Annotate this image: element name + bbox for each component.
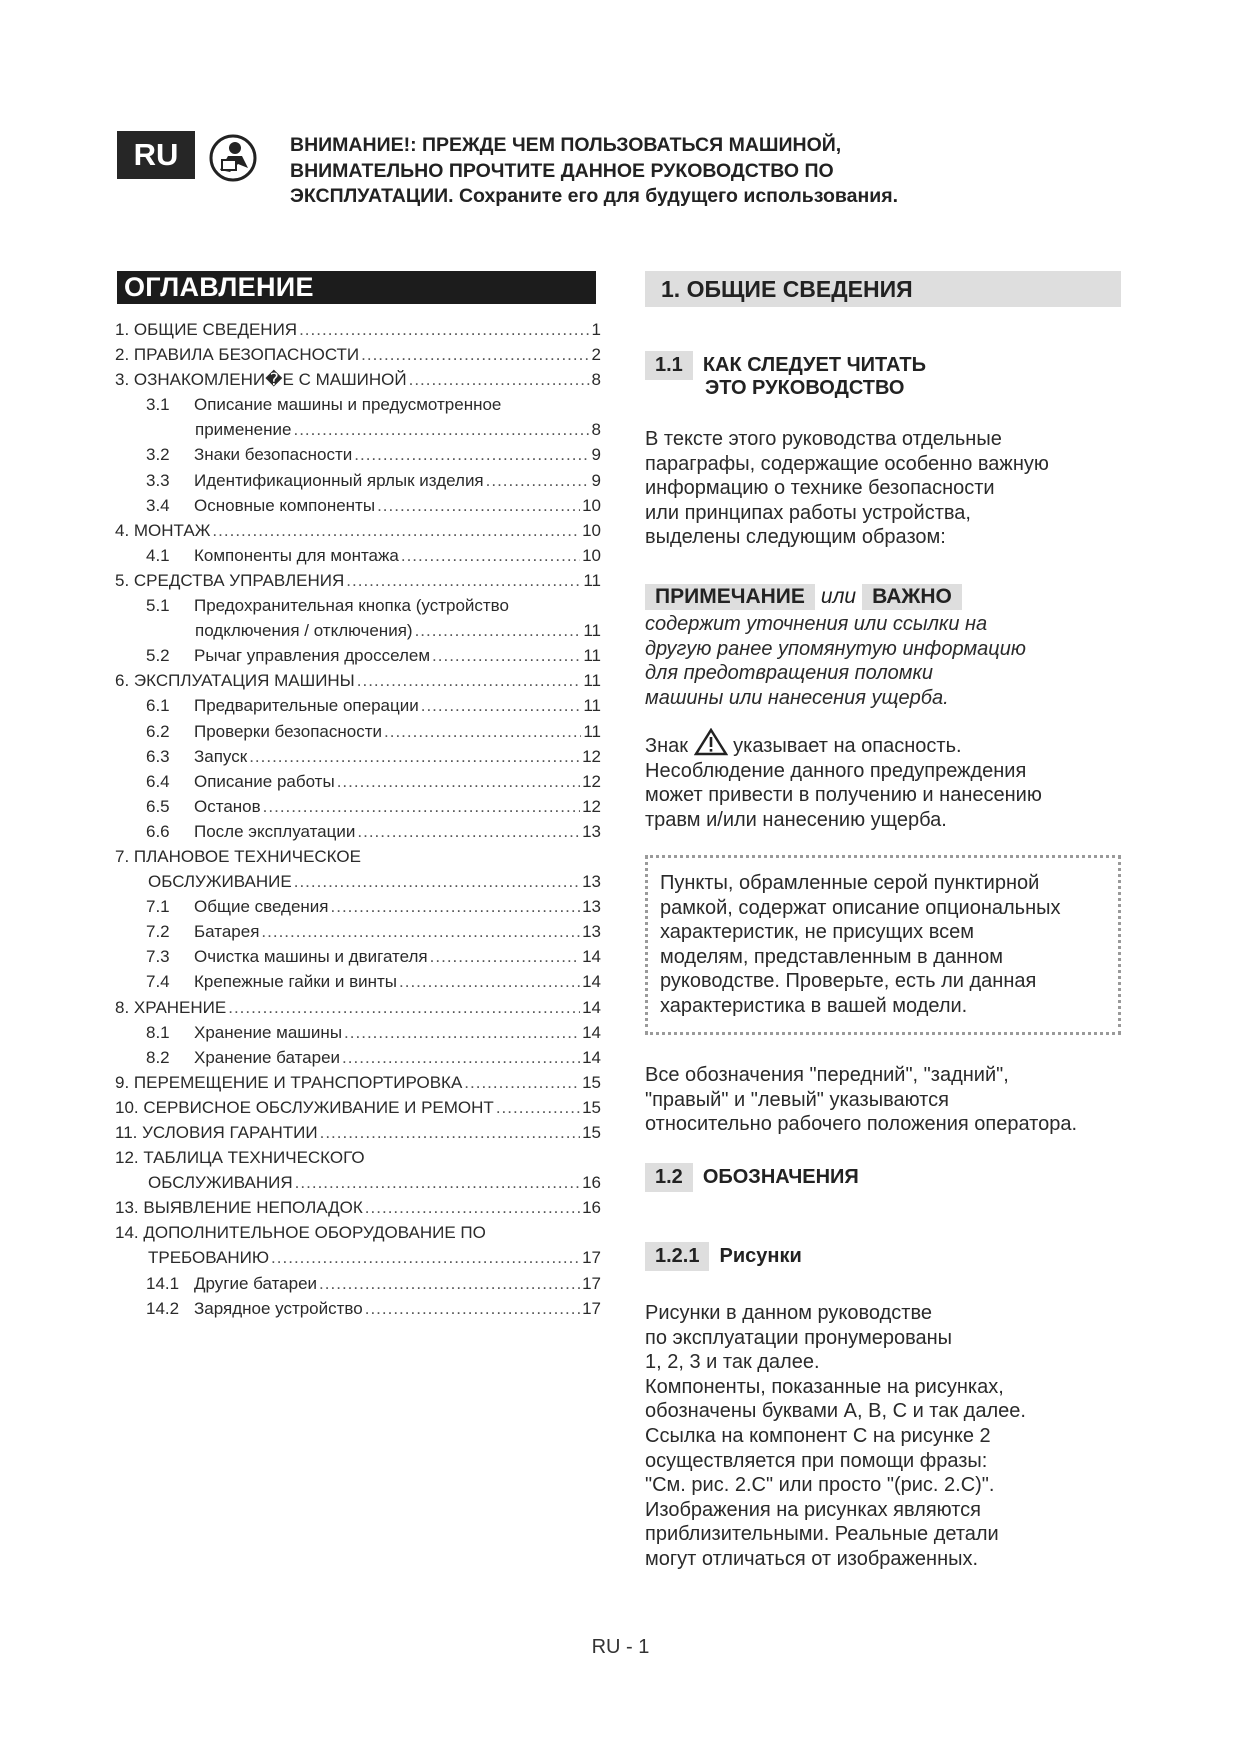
- toc-dot-leader: [331, 897, 581, 917]
- toc-dot-leader: [228, 998, 580, 1018]
- toc-entry-label: 9. ПЕРЕМЕЩЕНИЕ И ТРАНСПОРТИРОВКА: [115, 1072, 463, 1092]
- toc-entry: [115, 722, 601, 747]
- text-line: относительно рабочего положения оператора.: [645, 1113, 1078, 1136]
- toc-entry: [115, 345, 601, 370]
- toc-dot-leader: [409, 370, 590, 390]
- toc-entry-label: [146, 646, 430, 666]
- figures-paragraph: [645, 1301, 1026, 1572]
- toc-dot-leader: [486, 471, 590, 491]
- toc-entry-label: [146, 596, 509, 616]
- toc-entry-label: ОБСЛУЖИВАНИЯ: [148, 1173, 293, 1193]
- text-line: Ссылка на компонент C на рисунке 2: [645, 1424, 991, 1447]
- toc-dot-leader: [212, 521, 580, 541]
- toc-entry-label: [146, 496, 375, 516]
- toc-entry-label: 14. ДОПОЛНИТЕЛЬНОЕ ОБОРУДОВАНИЕ ПО: [115, 1223, 486, 1243]
- toc-entry: [115, 671, 601, 696]
- toc-entry-text: Батарея: [194, 922, 260, 942]
- toc-page-number: 14: [582, 972, 601, 992]
- toc-dot-leader: [346, 571, 581, 591]
- toc-page-number: 16: [582, 1198, 601, 1218]
- toc-page-number: 11: [583, 671, 601, 691]
- toc-entry-number: 6.6: [146, 821, 170, 841]
- toc-entry: [115, 1198, 601, 1223]
- toc-entry: [115, 420, 601, 445]
- toc-entry-text: Рычаг управления дросселем: [194, 646, 431, 666]
- toc-entry-text: Хранение батареи: [194, 1047, 341, 1067]
- text-line: может привести в получению и нанесению: [645, 784, 1042, 807]
- toc-entry: [115, 546, 601, 571]
- toc-dot-leader: [293, 420, 589, 440]
- toc-entry-label: [146, 922, 259, 942]
- text-line: параграфы, содержащие особенно важную: [645, 452, 1049, 475]
- danger-text-b: указывает на опасность.: [733, 735, 962, 757]
- danger-text-a: Знак: [645, 735, 688, 757]
- toc-page-number: 11: [583, 621, 601, 641]
- toc-entry-number: 3.2: [146, 445, 170, 465]
- subsection-title: Рисунки: [719, 1245, 802, 1267]
- toc-entry: [115, 696, 601, 721]
- toc-entry-text: Проверки безопасности: [194, 721, 383, 741]
- toc-entry: [115, 1274, 601, 1299]
- toc-dot-leader: [271, 1248, 580, 1268]
- toc-entry-text: Предохранительная кнопка (устройство: [194, 596, 509, 616]
- text-line: В тексте этого руководства отдельные: [645, 428, 1002, 450]
- toc-entry-text: Запуск: [194, 746, 248, 766]
- text-line: Компоненты, показанные на рисунках,: [645, 1375, 1004, 1398]
- danger-paragraph: [645, 728, 1042, 832]
- toc-dot-leader: [249, 747, 580, 767]
- text-line: могут отличаться от изображенных.: [645, 1547, 979, 1570]
- toc-entry-label: ТРЕБОВАНИЮ: [148, 1248, 270, 1268]
- toc-entry-number: 6.4: [146, 771, 170, 791]
- toc-entry-label: 5. СРЕДСТВА УПРАВЛЕНИЯ: [115, 570, 345, 590]
- toc-entry: [115, 521, 601, 546]
- toc-entry: [115, 1223, 601, 1248]
- toc-entry-number: 6.2: [146, 721, 170, 741]
- toc-entry: [115, 847, 601, 872]
- text-line: характеристик, не присущих всем: [660, 921, 974, 944]
- text-line: травм и/или нанесению ущерба.: [645, 808, 947, 831]
- section-1-title: 1. ОБЩИЕ СВЕДЕНИЯ: [645, 271, 1121, 307]
- toc-entry-number: 7.4: [146, 972, 170, 992]
- toc-entry-text: Хранение машины: [194, 1022, 343, 1042]
- toc-entry-number: 6.5: [146, 796, 170, 816]
- toc-entry: [115, 922, 601, 947]
- toc-entry-label: 3. ОЗНАКОМЛЕНИ�Е С МАШИНОЙ: [115, 370, 407, 390]
- toc-entry-text: Основные компоненты: [194, 495, 376, 515]
- toc-entry-label: 12. ТАБЛИЦА ТЕХНИЧЕСКОГО: [115, 1148, 365, 1168]
- toc-page-number: 17: [582, 1273, 601, 1293]
- toc-entry: [115, 596, 601, 621]
- text-line: руководстве. Проверьте, есть ли данная: [660, 970, 1037, 993]
- toc-entry: [115, 646, 601, 671]
- toc-page-number: 14: [582, 1047, 601, 1067]
- toc-entry-text: Очистка машины и двигателя: [194, 947, 428, 967]
- toc-page-number: 9: [591, 445, 601, 465]
- toc-page-number: 15: [582, 1123, 601, 1142]
- toc-page-number: 17: [582, 1248, 601, 1268]
- text-line: другую ранее упомянутую информацию: [645, 637, 1026, 660]
- optional-features-text: [660, 871, 1061, 1019]
- toc-entry-label: 1. ОБЩИЕ СВЕДЕНИЯ: [115, 320, 298, 339]
- text-line: моделям, представленным в данном: [660, 945, 1003, 968]
- toc-entry: [115, 1098, 601, 1123]
- toc-entry: [115, 395, 601, 420]
- toc-entry: [115, 1299, 601, 1324]
- toc-entry: [115, 822, 601, 847]
- toc-dot-leader: [344, 1023, 580, 1043]
- text-line: Несоблюдение данного предупреждения: [645, 759, 1027, 782]
- toc-entry-text: Крепежные гайки и винты: [194, 972, 398, 992]
- text-line: приблизительными. Реальные детали: [645, 1523, 999, 1546]
- toc-entry: [115, 1123, 601, 1148]
- toc-page-number: 12: [582, 796, 601, 816]
- toc-page-number: 10: [582, 520, 601, 540]
- toc-entry-label: [146, 897, 329, 917]
- toc-entry: [115, 370, 601, 395]
- toc-dot-leader: [401, 546, 580, 566]
- toc-entry-number: 7.1: [146, 897, 170, 917]
- toc-dot-leader: [365, 1198, 580, 1218]
- text-line: выделены следующим образом:: [645, 526, 946, 549]
- toc-entry-label: [146, 395, 501, 415]
- toc-entry-text: Другие батареи: [194, 1273, 318, 1293]
- toc-entry-number: 7.3: [146, 947, 170, 967]
- toc-entry-label: ОБСЛУЖИВАНИЕ: [148, 872, 292, 892]
- text-line: [645, 728, 1042, 759]
- toc-entry: [115, 445, 601, 470]
- toc-entry-label: [146, 972, 397, 992]
- toc-entry: [115, 471, 601, 496]
- intro-paragraph: [645, 427, 1049, 550]
- toc-entry-text: Знаки безопасности: [194, 445, 353, 465]
- toc-dot-leader: [320, 1123, 580, 1143]
- text-line: для предотвращения поломки: [645, 662, 934, 685]
- text-line: "См. рис. 2.C" или просто "(рис. 2.C)".: [645, 1474, 995, 1497]
- toc-entry: [115, 972, 601, 997]
- toc-page-number: 15: [582, 1072, 601, 1092]
- toc-entry-number: 7.2: [146, 922, 170, 942]
- toc-entry-number: 4.1: [146, 545, 170, 565]
- toc-dot-leader: [365, 1299, 580, 1319]
- toc-title: ОГЛАВЛЕНИЕ: [117, 271, 596, 304]
- language-badge: RU: [117, 131, 195, 179]
- read-manual-icon: [208, 134, 258, 182]
- text-line: рамкой, содержат описание опциональных: [660, 896, 1061, 919]
- subsection-1-1-heading: [645, 351, 926, 380]
- text-line: осуществляется при помощи фразы:: [645, 1449, 988, 1472]
- toc-entry-number: 5.1: [146, 596, 170, 616]
- toc-entry: [115, 772, 601, 797]
- toc-entry-text: Общие сведения: [194, 897, 329, 917]
- toc-entry: [115, 571, 601, 596]
- toc-dot-leader: [357, 671, 582, 691]
- toc-dot-leader: [354, 445, 589, 465]
- text-line: Рисунки в данном руководстве: [645, 1302, 932, 1324]
- toc-page-number: 10: [582, 545, 601, 565]
- toc-dot-leader: [294, 872, 580, 892]
- toc-entry-label: [146, 822, 355, 842]
- toc-entry-label: 13. ВЫЯВЛЕНИЕ НЕПОЛАДОК: [115, 1198, 363, 1218]
- toc-dot-leader: [496, 1098, 580, 1118]
- toc-entry-text: Предварительные операции: [194, 696, 419, 716]
- toc-entry: [115, 1173, 601, 1198]
- toc-entry-text: Останов: [194, 796, 261, 816]
- text-line: машины или нанесения ущерба.: [645, 686, 949, 709]
- subsection-number: 1.2: [645, 1163, 693, 1192]
- toc-dot-leader: [299, 320, 589, 340]
- toc-dot-leader: [421, 696, 582, 716]
- text-line: информацию о технике безопасности: [645, 477, 995, 500]
- toc-entry-label: [146, 722, 382, 742]
- toc-entry-label: [146, 546, 399, 566]
- text-line: Пункты, обрамленные серой пунктирной: [660, 872, 1040, 894]
- page-number: RU - 1: [591, 1636, 650, 1658]
- toc-dot-leader: [430, 947, 580, 967]
- toc-dot-leader: [295, 1173, 580, 1193]
- note-labels: [645, 584, 962, 610]
- toc-entry-number: 8.1: [146, 1022, 170, 1042]
- toc-page-number: 2: [591, 345, 601, 365]
- toc-entry: [115, 1248, 601, 1273]
- toc-page-number: 13: [582, 922, 601, 942]
- text-line: обозначены буквами A, B, C и так далее.: [645, 1400, 1026, 1423]
- toc-entry: [115, 1023, 601, 1048]
- toc-entry-label: 10. СЕРВИСНОЕ ОБСЛУЖИВАНИЕ И РЕМОНТ: [115, 1097, 494, 1117]
- toc-entry: [115, 496, 601, 521]
- safety-warning: [290, 133, 1050, 210]
- toc-entry-number: 8.2: [146, 1047, 170, 1067]
- toc-entry-number: 6.3: [146, 746, 170, 766]
- toc-page-number: 14: [582, 947, 601, 967]
- toc-page-number: 14: [582, 1022, 601, 1042]
- subsection-title: ОБОЗНАЧЕНИЯ: [702, 1166, 859, 1188]
- toc-entry-label: [146, 747, 247, 767]
- subsection-number: 1.2.1: [645, 1242, 709, 1271]
- toc-entry-label: [146, 1048, 340, 1068]
- toc-entry-label: 11. УСЛОВИЯ ГАРАНТИИ: [115, 1123, 318, 1142]
- toc-entry: [115, 621, 601, 646]
- toc-entry-text: Зарядное устройство: [194, 1298, 363, 1318]
- toc-page-number: 11: [583, 721, 601, 741]
- toc-page-number: 12: [582, 771, 601, 791]
- text-line: характеристика в вашей модели.: [660, 994, 968, 1017]
- toc-entry-label: 8. ХРАНЕНИЕ: [115, 997, 227, 1017]
- warning-triangle-icon: [694, 728, 728, 756]
- toc-entry: [115, 947, 601, 972]
- toc-entry: [115, 897, 601, 922]
- subsection-title-line-2: ЭТО РУКОВОДСТВО: [705, 377, 905, 399]
- toc-dot-leader: [263, 797, 580, 817]
- toc-entry-label: [146, 947, 428, 967]
- toc-entry: [115, 747, 601, 772]
- toc-entry: [115, 1073, 601, 1098]
- toc-page-number: 11: [583, 570, 601, 590]
- toc-entry-text: Идентификационный ярлык изделия: [194, 470, 484, 490]
- toc-entry-label: подключения / отключения): [195, 621, 413, 641]
- toc-entry-number: 3.4: [146, 495, 170, 515]
- toc-page-number: 16: [582, 1173, 601, 1193]
- subsection-number: 1.1: [645, 351, 693, 380]
- toc-entry: [115, 797, 601, 822]
- toc-dot-leader: [377, 496, 580, 516]
- note-label: ПРИМЕЧАНИЕ: [645, 584, 815, 610]
- toc-entry-label: [146, 471, 484, 491]
- toc-page-number: 14: [582, 997, 601, 1017]
- toc-dot-leader: [464, 1073, 580, 1093]
- toc-entry-number: 14.1: [146, 1273, 180, 1293]
- toc-entry: [115, 1048, 601, 1073]
- toc-entry-label: 4. МОНТАЖ: [115, 520, 211, 540]
- toc-page-number: 12: [582, 746, 601, 766]
- toc-entry-text: Описание машины и предусмотренное: [194, 395, 502, 415]
- toc-entry-label: [146, 445, 352, 465]
- text-line: Изображения на рисунках являются: [645, 1498, 982, 1521]
- toc-entry-label: [146, 772, 335, 792]
- important-label: ВАЖНО: [862, 584, 962, 610]
- toc-entry-label: [146, 797, 261, 817]
- toc-dot-leader: [337, 772, 580, 792]
- toc-dot-leader: [361, 345, 589, 365]
- text-line: по эксплуатации пронумерованы: [645, 1326, 953, 1349]
- toc-page-number: 9: [591, 470, 601, 490]
- toc-entry: [115, 998, 601, 1023]
- toc-entry: [115, 320, 601, 345]
- toc-page-number: 13: [582, 872, 601, 892]
- toc-dot-leader: [432, 646, 581, 666]
- toc-dot-leader: [384, 722, 581, 742]
- subsection-title-line: КАК СЛЕДУЕТ ЧИТАТЬ: [702, 354, 927, 376]
- toc-page-number: 13: [582, 897, 601, 917]
- toc-page-number: 8: [591, 370, 601, 390]
- toc-page-number: 11: [583, 696, 601, 716]
- toc-entry-label: [146, 1299, 363, 1319]
- toc-page-number: 15: [582, 1097, 601, 1117]
- toc-page-number: 17: [582, 1298, 601, 1318]
- toc-entry-label: [146, 1274, 317, 1294]
- toc-entry: [115, 872, 601, 897]
- toc-entry-label: [146, 696, 419, 716]
- toc-page-number: 8: [591, 420, 601, 440]
- subsection-1-2-heading: [645, 1163, 859, 1192]
- table-of-contents: [115, 320, 601, 1324]
- warning-line: ВНИМАТЕЛЬНО ПРОЧТИТЕ ДАННОЕ РУКОВОДСТВО ПО: [290, 159, 834, 182]
- toc-page-number: 11: [583, 646, 601, 666]
- warning-line: ЭКСПЛУАТАЦИИ. Сохраните его для будущего использования.: [290, 185, 899, 207]
- toc-page-number: 13: [582, 821, 601, 841]
- toc-entry-label: 2. ПРАВИЛА БЕЗОПАСНОСТИ: [115, 345, 360, 365]
- toc-page-number: 1: [591, 320, 601, 339]
- toc-entry-number: 3.3: [146, 470, 170, 490]
- toc-entry-text: После эксплуатации: [194, 821, 356, 841]
- toc-entry-text: Описание работы: [194, 771, 335, 791]
- toc-entry-text: Компоненты для монтажа: [194, 545, 399, 565]
- text-line: содержит уточнения или ссылки на: [645, 613, 988, 635]
- toc-entry-number: 6.1: [146, 696, 170, 716]
- or-label: или: [820, 585, 857, 608]
- toc-dot-leader: [415, 621, 582, 641]
- toc-dot-leader: [319, 1274, 580, 1294]
- toc-entry-label: 6. ЭКСПЛУАТАЦИЯ МАШИНЫ: [115, 671, 355, 691]
- toc-entry-label: 7. ПЛАНОВОЕ ТЕХНИЧЕСКОЕ: [115, 846, 361, 866]
- text-line: 1, 2, 3 и так далее.: [645, 1351, 820, 1374]
- toc-entry-number: 5.2: [146, 646, 170, 666]
- subsection-1-2-1-heading: [645, 1242, 802, 1271]
- text-line: Все обозначения "передний", "задний",: [645, 1064, 1009, 1086]
- toc-entry-label: [146, 1023, 342, 1043]
- toc-entry: [115, 1148, 601, 1173]
- text-line: "правый" и "левый" указываются: [645, 1088, 949, 1111]
- toc-page-number: 10: [582, 495, 601, 515]
- note-description: [645, 612, 1026, 710]
- toc-entry-number: 3.1: [146, 395, 170, 415]
- toc-dot-leader: [399, 972, 580, 992]
- text-line: или принципах работы устройства,: [645, 501, 971, 524]
- warning-line: ВНИМАНИЕ!: ПРЕЖДЕ ЧЕМ ПОЛЬЗОВАТЬСЯ МАШИНОЙ,: [290, 134, 842, 156]
- toc-dot-leader: [342, 1048, 580, 1068]
- toc-dot-leader: [261, 922, 580, 942]
- toc-entry-number: 14.2: [146, 1298, 180, 1318]
- toc-entry-label: применение: [195, 420, 292, 440]
- directions-paragraph: [645, 1063, 1077, 1137]
- toc-dot-leader: [357, 822, 580, 842]
